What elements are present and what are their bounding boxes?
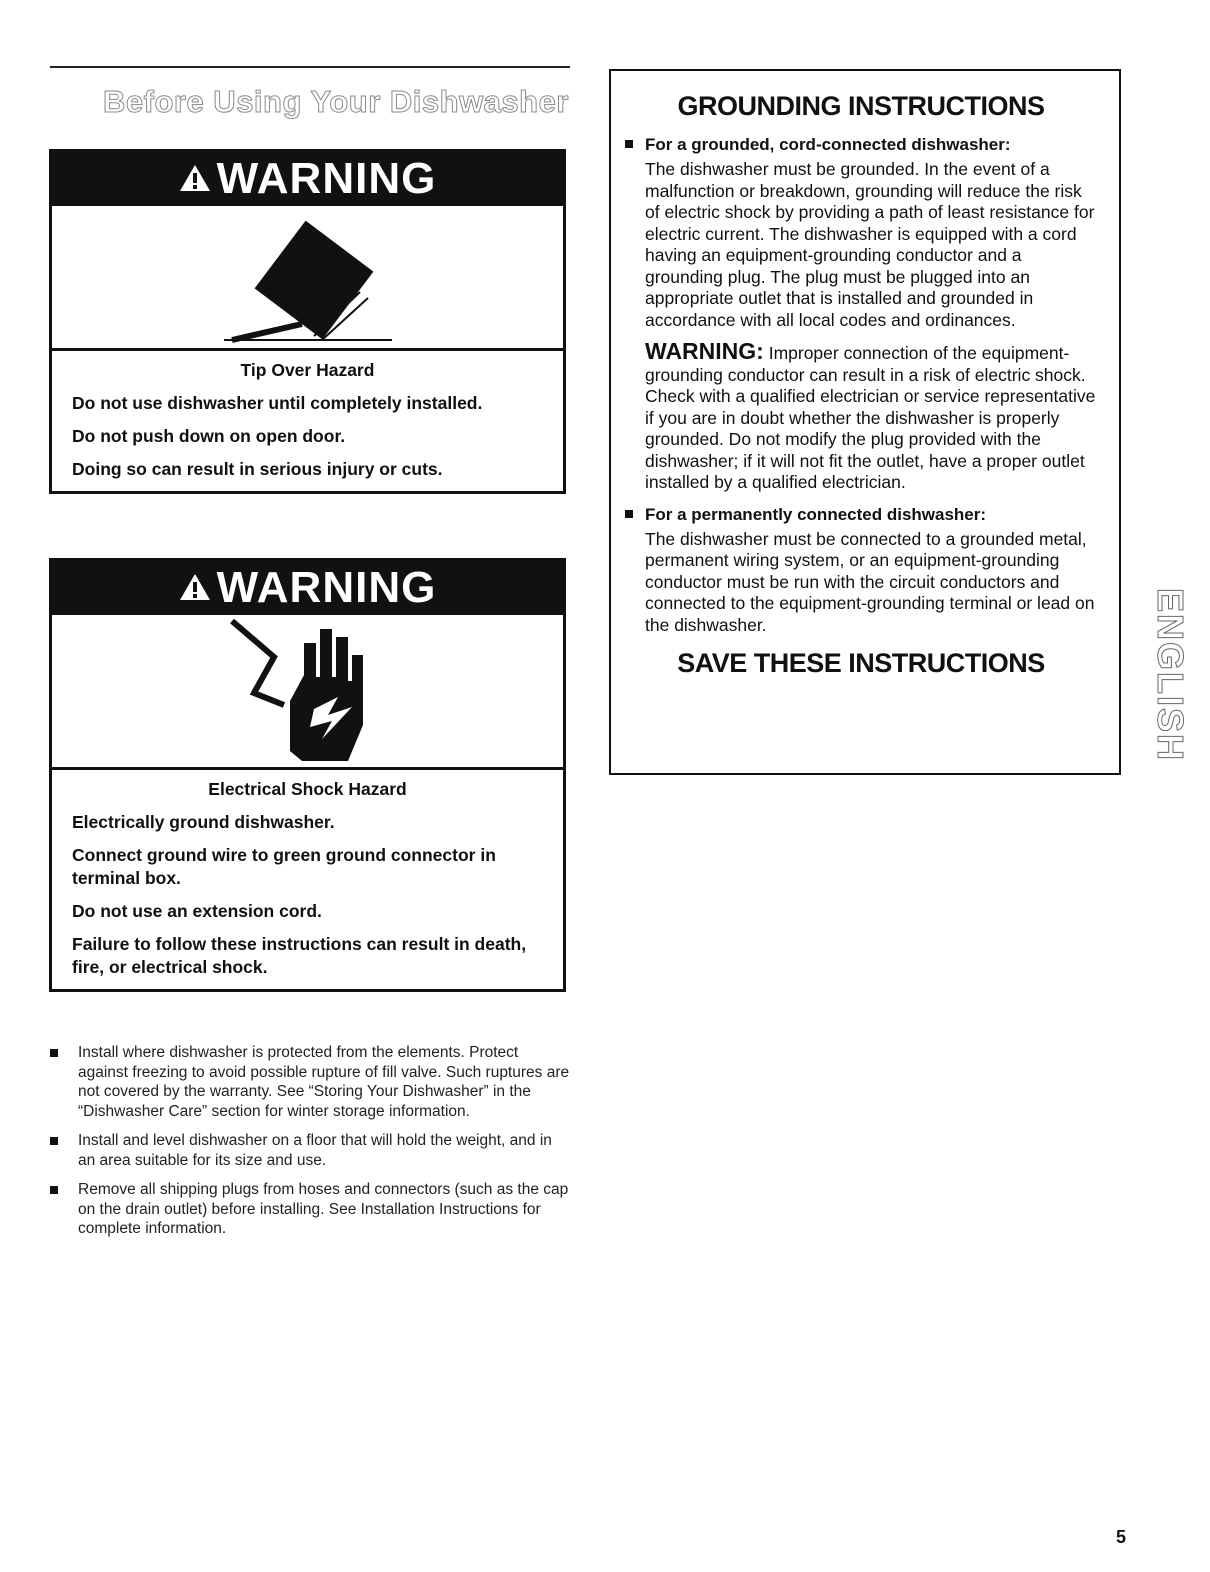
cord-connected-heading bbox=[625, 134, 1097, 155]
list-item-text: Install where dishwasher is protected from the elements. Protect against freezing to avoid possible rupture of fill valve. Such ruptures are not covered by the warranty. See “Storing Your Dishwasher” in the “Dishwasher Care” section for winter storage information. bbox=[78, 1044, 570, 1120]
electrical-shock-hazard-icon bbox=[52, 615, 563, 770]
bullet-square-icon bbox=[625, 140, 633, 148]
cord-connected-text: The dishwasher must be grounded. In the event of a malfunction or breakdown, grounding will reduce the risk of electric shock by providing a path of least resistance for electric current. The dishwasher is equipped with a cord having an equipment-grounding conductor and a grounding plug. The plug must be plugged into an appropriate outlet that is installed and grounded in accordance with all local codes and ordinances. bbox=[645, 159, 1095, 330]
grounding-warning-paragraph bbox=[625, 338, 1097, 494]
permanently-connected-heading bbox=[625, 504, 1097, 525]
bullet-square-icon bbox=[50, 1186, 58, 1194]
tip-over-warning-box bbox=[49, 149, 566, 494]
section-title: Before Using Your Dishwasher bbox=[103, 84, 569, 119]
hazard-title: Tip Over Hazard bbox=[240, 360, 375, 380]
list-item bbox=[50, 1180, 570, 1239]
language-side-tab-label: ENGLISH bbox=[1150, 587, 1192, 763]
tip-over-hazard-icon bbox=[52, 206, 563, 351]
warning-line: Do not push down on open door. bbox=[72, 426, 346, 446]
warning-header-label: WARNING bbox=[216, 563, 437, 612]
page-number: 5 bbox=[1116, 1527, 1127, 1547]
grounding-warning-text: Improper connection of the equipment-grounding conductor can result in a risk of electric shock. Check with a qualified electrician or service representative if you are in doubt whether the dishwasher is properly grounded. Do not modify the plug provided with the dishwasher; if it will not fit the outlet, have a proper outlet installed by a qualified electrician. bbox=[645, 343, 1096, 492]
hazard-title: Electrical Shock Hazard bbox=[208, 779, 407, 799]
warning-triangle-icon bbox=[179, 154, 211, 204]
bullet-square-icon bbox=[50, 1137, 58, 1145]
list-item-text: Install and level dishwasher on a floor that will hold the weight, and in an area suitable for its size and use. bbox=[78, 1132, 552, 1169]
bullet-square-icon bbox=[625, 510, 633, 518]
permanently-connected-text: The dishwasher must be connected to a grounded metal, permanent wiring system, or an equipment-grounding conductor must be run with the circuit conductors and connected to the equipment-grounding terminal or lead on the dishwasher. bbox=[645, 528, 1095, 635]
grounding-instructions-box bbox=[609, 69, 1121, 775]
warning-line: Do not use dishwasher until completely installed. bbox=[72, 393, 483, 413]
top-rule bbox=[50, 66, 570, 68]
warning-line: Connect ground wire to green ground connector in terminal box. bbox=[72, 845, 496, 888]
warning-header bbox=[52, 152, 563, 206]
list-item bbox=[50, 1043, 570, 1121]
grounding-title: GROUNDING INSTRUCTIONS bbox=[677, 91, 1045, 121]
warning-line: Electrically ground dishwasher. bbox=[72, 812, 335, 832]
installation-bullet-list bbox=[50, 1043, 570, 1249]
warning-header bbox=[52, 561, 563, 615]
grounding-warning-label: WARNING: bbox=[645, 338, 764, 364]
warning-line: Do not use an extension cord. bbox=[72, 901, 322, 921]
warning-line: Doing so can result in serious injury or cuts. bbox=[72, 459, 443, 479]
electrical-shock-warning-box bbox=[49, 558, 566, 992]
warning-line: Failure to follow these instructions can result in death, fire, or electrical shock. bbox=[72, 934, 527, 977]
permanently-connected-heading-text: For a permanently connected dishwasher: bbox=[645, 504, 987, 524]
warning-header-label: WARNING bbox=[216, 154, 437, 203]
warning-triangle-icon bbox=[179, 563, 211, 613]
save-instructions-title: SAVE THESE INSTRUCTIONS bbox=[677, 648, 1045, 678]
list-item bbox=[50, 1131, 570, 1170]
language-side-tab bbox=[1150, 565, 1192, 785]
cord-connected-heading-text: For a grounded, cord-connected dishwasher: bbox=[645, 135, 1011, 154]
bullet-square-icon bbox=[50, 1049, 58, 1057]
list-item-text: Remove all shipping plugs from hoses and connectors (such as the cap on the drain outlet) before installing. See Installation Instructions for complete information. bbox=[78, 1181, 569, 1237]
